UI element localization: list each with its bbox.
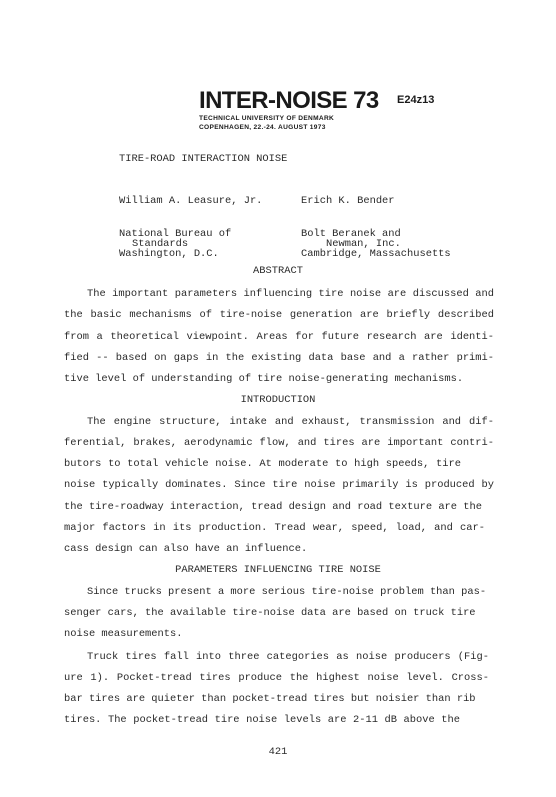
author-left-affiliation: Standards <box>132 238 189 250</box>
parameters-line: senger cars, the available tire-noise data are based on truck tire <box>64 607 476 619</box>
parameters-line: bar tires are quieter than pocket-tread tires but noisier than rib <box>64 693 476 705</box>
conference-date: COPENHAGEN, 22.-24. AUGUST 1973 <box>199 124 326 131</box>
abstract-line: fied -- based on gaps in the existing data base and a rather primi- <box>64 352 494 364</box>
parameters-heading: PARAMETERS INFLUENCING TIRE NOISE <box>175 564 381 576</box>
introduction-line: The engine structure, intake and exhaust, transmission and dif- <box>87 416 494 428</box>
introduction-line: butors to total vehicle noise. At moderate to high speeds, tire <box>64 458 461 470</box>
author-left-affiliation: National Bureau of <box>119 228 232 240</box>
introduction-line: major factors in its production. Tread wear, speed, load, and car- <box>64 522 485 534</box>
parameters-line: Truck tires fall into three categories as noise producers (Fig- <box>87 651 489 663</box>
conference-title: INTER-NOISE 73 <box>199 87 379 114</box>
parameters-line: noise measurements. <box>64 628 183 640</box>
author-right-affiliation: Bolt Beranek and <box>301 228 401 240</box>
author-left-name: William A. Leasure, Jr. <box>119 195 263 207</box>
paper-title: TIRE-ROAD INTERACTION NOISE <box>119 153 288 165</box>
author-right-affiliation: Cambridge, Massachusetts <box>301 248 451 260</box>
introduction-line: ferential, brakes, aerodynamic flow, and tires are important contri- <box>64 437 494 449</box>
author-right-name: Erich K. Bender <box>301 195 395 207</box>
parameters-line: Since trucks present a more serious tire-noise problem than pas- <box>87 586 487 598</box>
introduction-heading: INTRODUCTION <box>240 394 316 406</box>
parameters-line: tires. The pocket-tread tire noise levels are 2-11 dB above the <box>64 714 460 726</box>
author-right-affiliation: Newman, Inc. <box>326 238 401 250</box>
parameters-line: ure 1). Pocket-tread tires produce the highest noise level. Cross- <box>64 672 489 684</box>
abstract-line: the basic mechanisms of tire-noise generation are briefly described <box>64 309 494 321</box>
conference-venue: TECHNICAL UNIVERSITY OF DENMARK <box>199 115 335 122</box>
abstract-line: The important parameters influencing tire noise are discussed and <box>87 288 494 300</box>
author-left-affiliation: Washington, D.C. <box>119 248 219 260</box>
abstract-line: from a theoretical viewpoint. Areas for future research are identi- <box>64 331 494 343</box>
introduction-line: the tire-roadway interaction, tread design and road texture are the <box>64 501 482 513</box>
page-number: 421 <box>268 746 288 758</box>
introduction-line: noise typically dominates. Since tire noise primarily is produced by <box>64 479 494 491</box>
paper-code: E24z13 <box>397 94 435 106</box>
abstract-line: tive level of understanding of tire noise-generating mechanisms. <box>64 373 464 385</box>
introduction-line: cass design can also have an influence. <box>64 543 308 555</box>
abstract-heading: ABSTRACT <box>253 265 303 277</box>
